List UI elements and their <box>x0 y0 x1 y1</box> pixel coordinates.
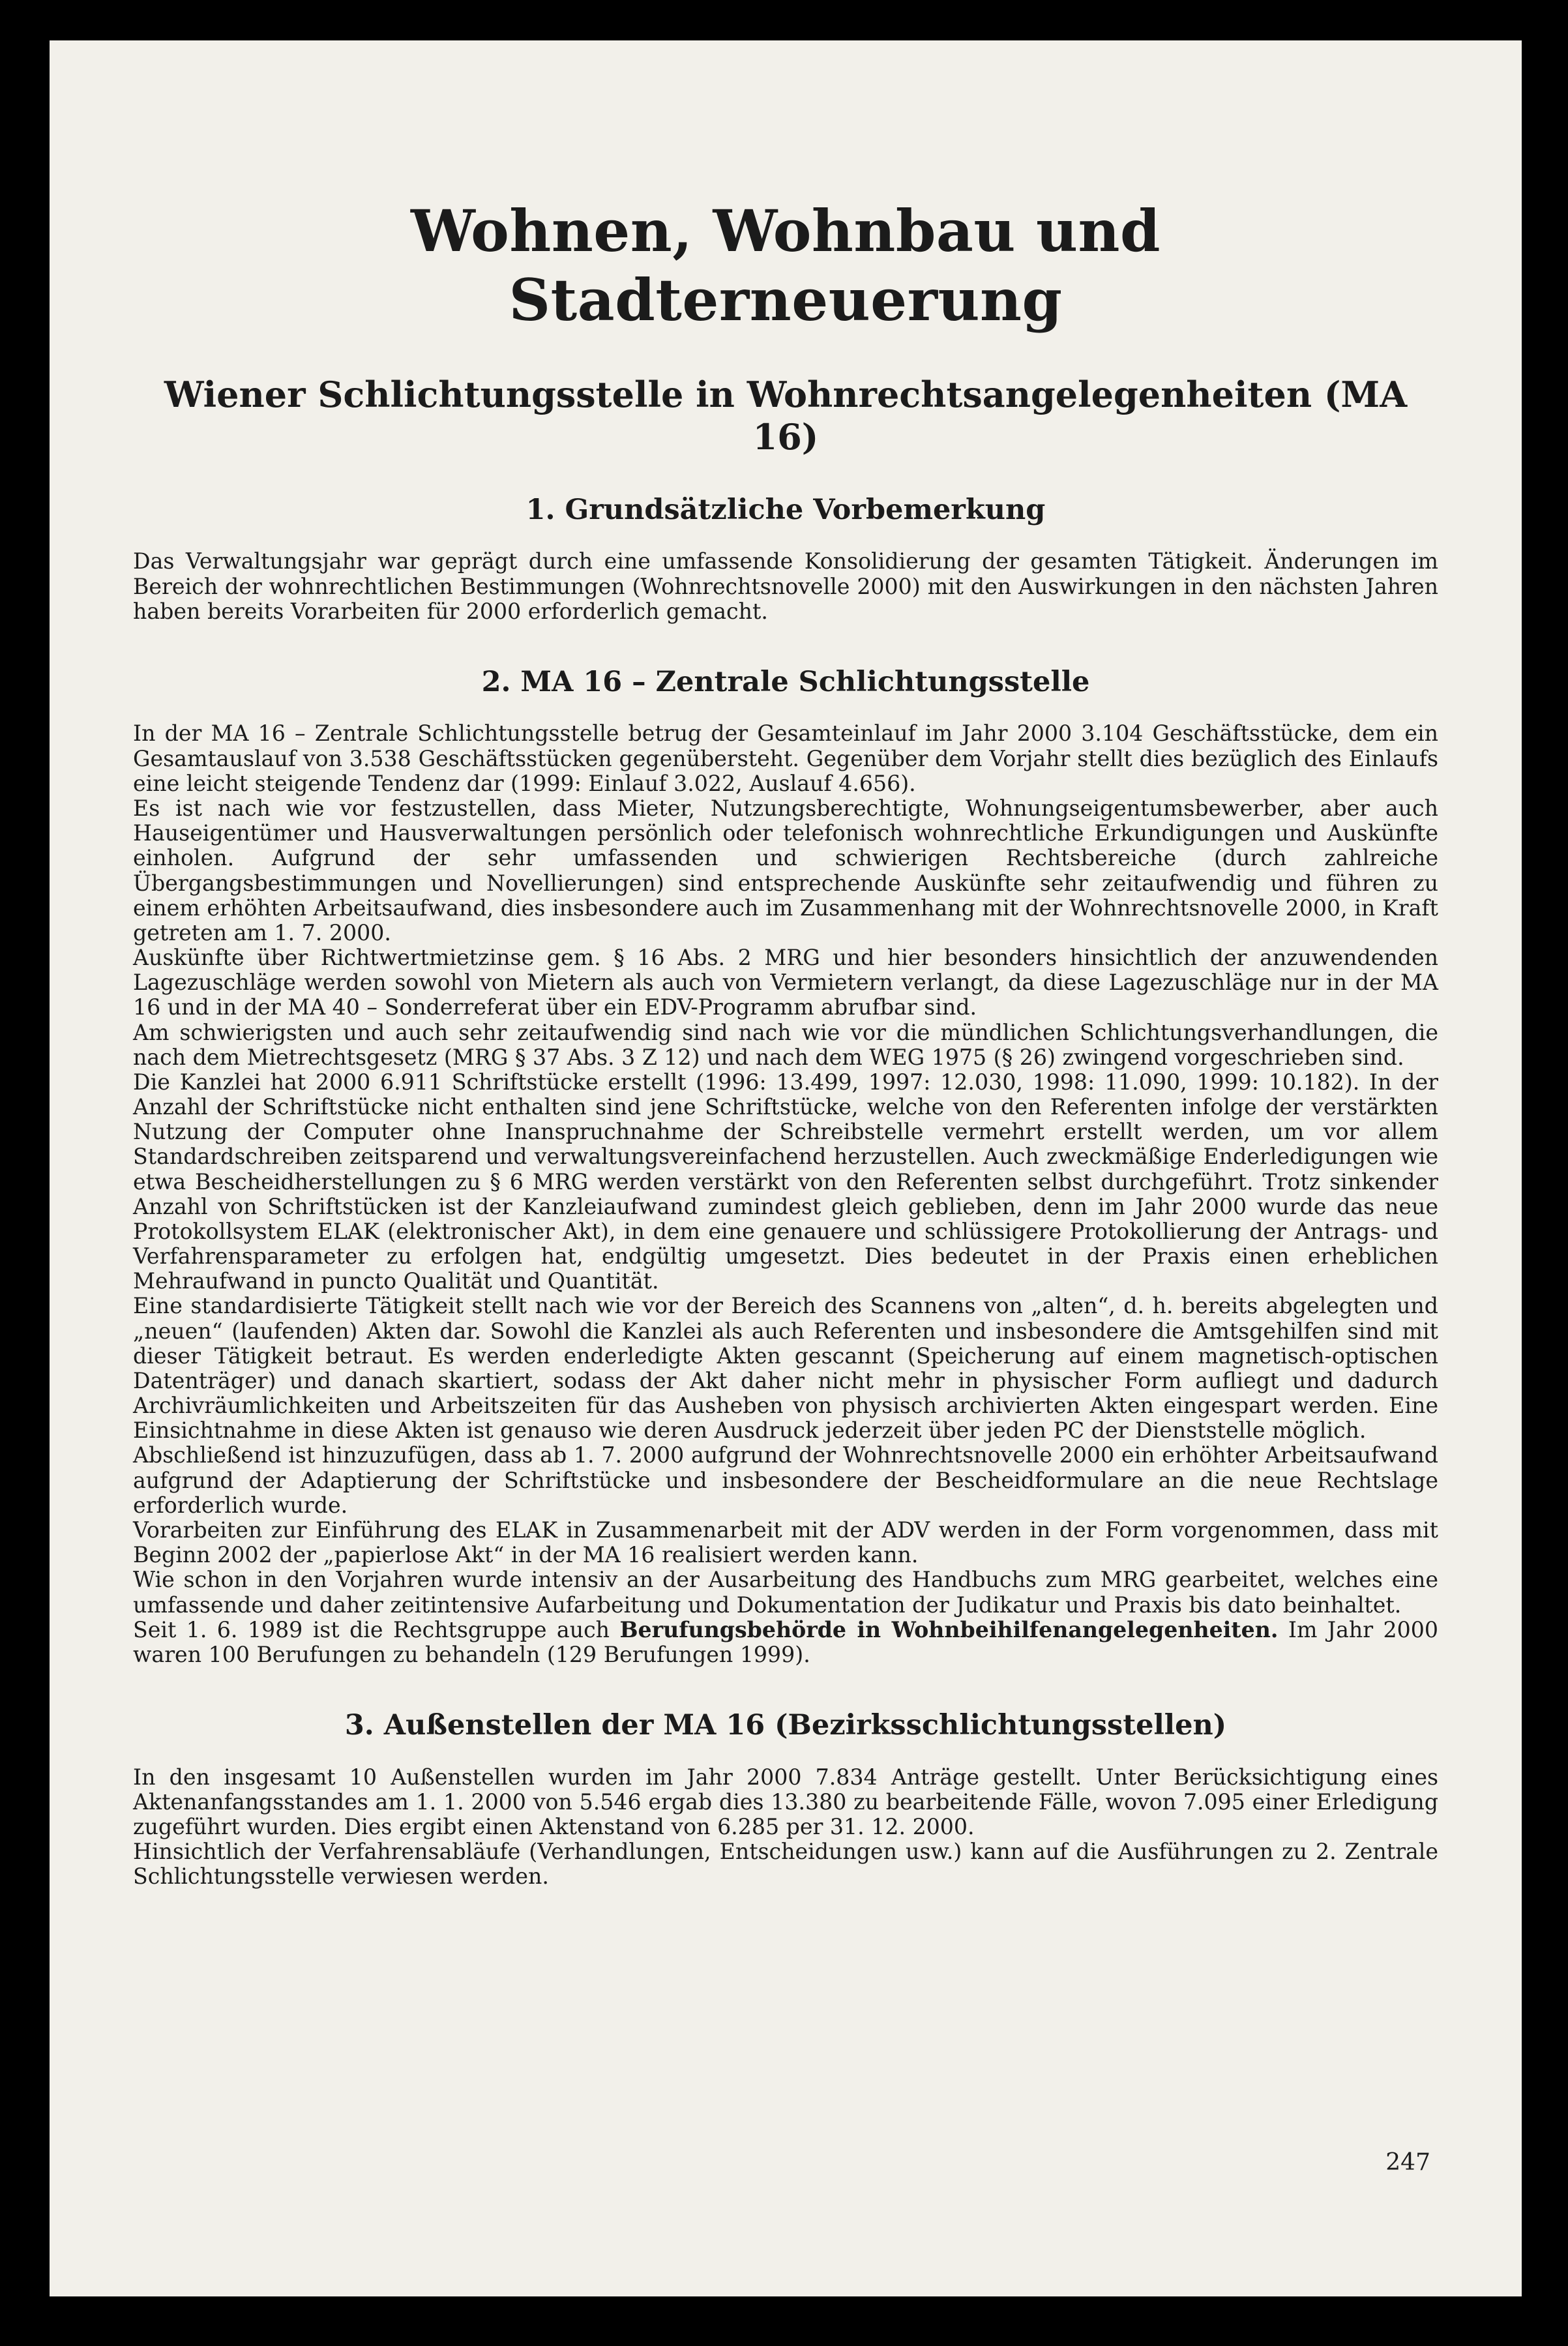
paragraph: Eine standardisierte Tätigkeit stellt nach wie vor der Bereich des Scannens von „alten“, d. h. bereits abgelegten und „neuen“ (laufenden) Akten dar. Sowohl die Kanzlei als auch Referenten und insbesondere die Amtsgehilfen sind mit dieser Tätigkeit betraut. Es werden enderledigte Akten gescannt (Speicherung auf einem magnetisch-optischen Datenträger) und danach skartiert, sodass der Akt daher nicht mehr in physischer Form aufliegt und dadurch Archivräumlichkeiten und Arbeitszeiten für das Ausheben von physisch archivierten Akten eingespart werden. Eine Einsichtnahme in diese Akten ist genauso wie deren Ausdruck jederzeit über jeden PC der Dienststelle möglich. <box>133 1293 1438 1444</box>
page-title: Wohnen, Wohnbau und Stadterneuerung <box>410 197 1161 334</box>
paragraph: Auskünfte über Richtwertmietzinse gem. § 16 Abs. 2 MRG und hier besonders hinsichtlich der anzuwendenden Lagezuschläge werden sowohl von Mietern als auch von Vermietern verlangt, da diese Lagezuschläge nur in der MA 16 und in der MA 40 – Sonderreferat über ein EDV-Programm abrufbar sind. <box>133 945 1438 1020</box>
section-heading-1: 1. Grundsätzliche Vorbemerkung <box>525 493 1046 526</box>
berufung-text-before: Seit 1. 6. 1989 ist die Rechtsgruppe auch <box>133 1616 620 1642</box>
paragraph: Die Kanzlei hat 2000 6.911 Schriftstücke erstellt (1996: 13.499, 1997: 12.030, 1998: 11.090, 1999: 10.182). In der Anzahl der Schriftstücke nicht enthalten sind jene Schriftstücke, welche von den Referenten infolge der verstärkten Nutzung der Computer ohne Inanspruchnahme der Schreibstelle vermehrt erstellt werden, um vor allem Standardschreiben zeitsparend und verwaltungsvereinfachend herzustellen. Auch zweckmäßige Enderledigungen wie etwa Bescheidherstellungen zu § 6 MRG werden verstärkt von den Referenten selbst durchgeführt. Trotz sinkender Anzahl von Schriftstücken ist der Kanzleiaufwand zumindest gleich geblieben, denn im Jahr 2000 wurde das neue Protokollsystem ELAK (elektronischer Akt), in dem eine genauere und schlüssigere Protokollierung der Antrags- und Verfahrensparameter zu erfolgen hat, endgültig umgesetzt. Dies bedeutet in der Praxis einen erheblichen Mehraufwand in puncto Qualität und Quantität. <box>133 1069 1438 1294</box>
paragraph: Wie schon in den Vorjahren wurde intensiv an der Ausarbeitung des Handbuchs zum MRG gearbeitet, welches eine umfassende und daher zeitintensive Aufarbeitung und Dokumentation der Judikatur und Praxis bis dato beinhaltet. <box>133 1567 1438 1618</box>
paragraph-berufung <box>133 1618 1438 1667</box>
paragraph: Hinsichtlich der Verfahrensabläufe (Verhandlungen, Entscheidungen usw.) kann auf die Ausführungen zu 2. Zentrale Schlichtungsstelle verwiesen werden. <box>133 1839 1438 1890</box>
page-number: 247 <box>1385 2149 1430 2176</box>
page-content <box>133 197 1438 1889</box>
berufung-text-after: Im Jahr 2000 waren 100 Berufungen zu behandeln (129 Berufungen 1999). <box>133 1616 1438 1667</box>
document-page <box>50 40 1522 2296</box>
paragraph: Abschließend ist hinzuzufügen, dass ab 1. 7. 2000 aufgrund der Wohnrechtsnovelle 2000 ein erhöhter Arbeitsaufwand aufgrund der Adaptierung der Schriftstücke und insbesondere der Bescheidformulare an die neue Rechtslage erforderlich wurde. <box>133 1442 1438 1518</box>
paragraph: Vorarbeiten zur Einführung des ELAK in Zusammenarbeit mit der ADV werden in der Form vorgenommen, dass mit Beginn 2002 der „papierlose Akt“ in der MA 16 realisiert werden kann. <box>133 1517 1438 1568</box>
paragraph: Am schwierigsten und auch sehr zeitaufwendig sind nach wie vor die mündlichen Schlichtungsverhandlungen, die nach dem Mietrechtsgesetz (MRG § 37 Abs. 3 Z 12) und nach dem WEG 1975 (§ 26) zwingend vorgeschrieben sind. <box>133 1019 1438 1070</box>
paragraph: Das Verwaltungsjahr war geprägt durch eine umfassende Konsolidierung der gesamten Tätigkeit. Änderungen im Bereich der wohnrechtlichen Bestimmungen (Wohnrechtsnovelle 2000) mit den Auswirkungen in den nächsten Jahren haben bereits Vorarbeiten für 2000 erforderlich gemacht. <box>133 548 1438 624</box>
berufung-bold-text: Berufungsbehörde in Wohnbeihilfenangelegenheiten. <box>619 1616 1279 1642</box>
paragraph: Es ist nach wie vor festzustellen, dass Mieter, Nutzungsberechtigte, Wohnungseigentumsbewerber, aber auch Hauseigentümer und Hausverwaltungen persönlich oder telefonisch wohnrechtliche Erkundigungen und Auskünfte einholen. Aufgrund der sehr umfassenden und schwierigen Rechtsbereiche (durch zahlreiche Übergangsbestimmungen und Novellierungen) sind entsprechende Auskünfte sehr zeitaufwendig und führen zu einem erhöhten Arbeitsaufwand, dies insbesondere auch im Zusammenhang mit der Wohnrechtsnovelle 2000, in Kraft getreten am 1. 7. 2000. <box>133 795 1438 945</box>
section-heading-2: 2. MA 16 – Zentrale Schlichtungsstelle <box>481 665 1090 698</box>
paragraph: In der MA 16 – Zentrale Schlichtungsstelle betrug der Gesamteinlauf im Jahr 2000 3.104 Geschäftsstücke, dem ein Gesamtauslauf von 3.538 Geschäftsstücken gegenübersteht. Gegenüber dem Vorjahr stellt dies bezüglich des Einlaufs eine leicht steigende Tendenz dar (1999: Einlauf 3.022, Auslauf 4.656). <box>133 720 1438 796</box>
section-heading-3: 3. Außenstellen der MA 16 (Bezirksschlichtungsstellen) <box>344 1709 1227 1742</box>
page-subtitle: Wiener Schlichtungsstelle in Wohnrechtsangelegenheiten (MA 16) <box>164 374 1408 458</box>
paragraph: In den insgesamt 10 Außenstellen wurden im Jahr 2000 7.834 Anträge gestellt. Unter Berücksichtigung eines Aktenanfangsstandes am 1. 1. 2000 von 5.546 ergab dies 13.380 zu bearbeitende Fälle, wovon 7.095 einer Erledigung zugeführt wurden. Dies ergibt einen Aktenstand von 6.285 per 31. 12. 2000. <box>133 1764 1438 1839</box>
